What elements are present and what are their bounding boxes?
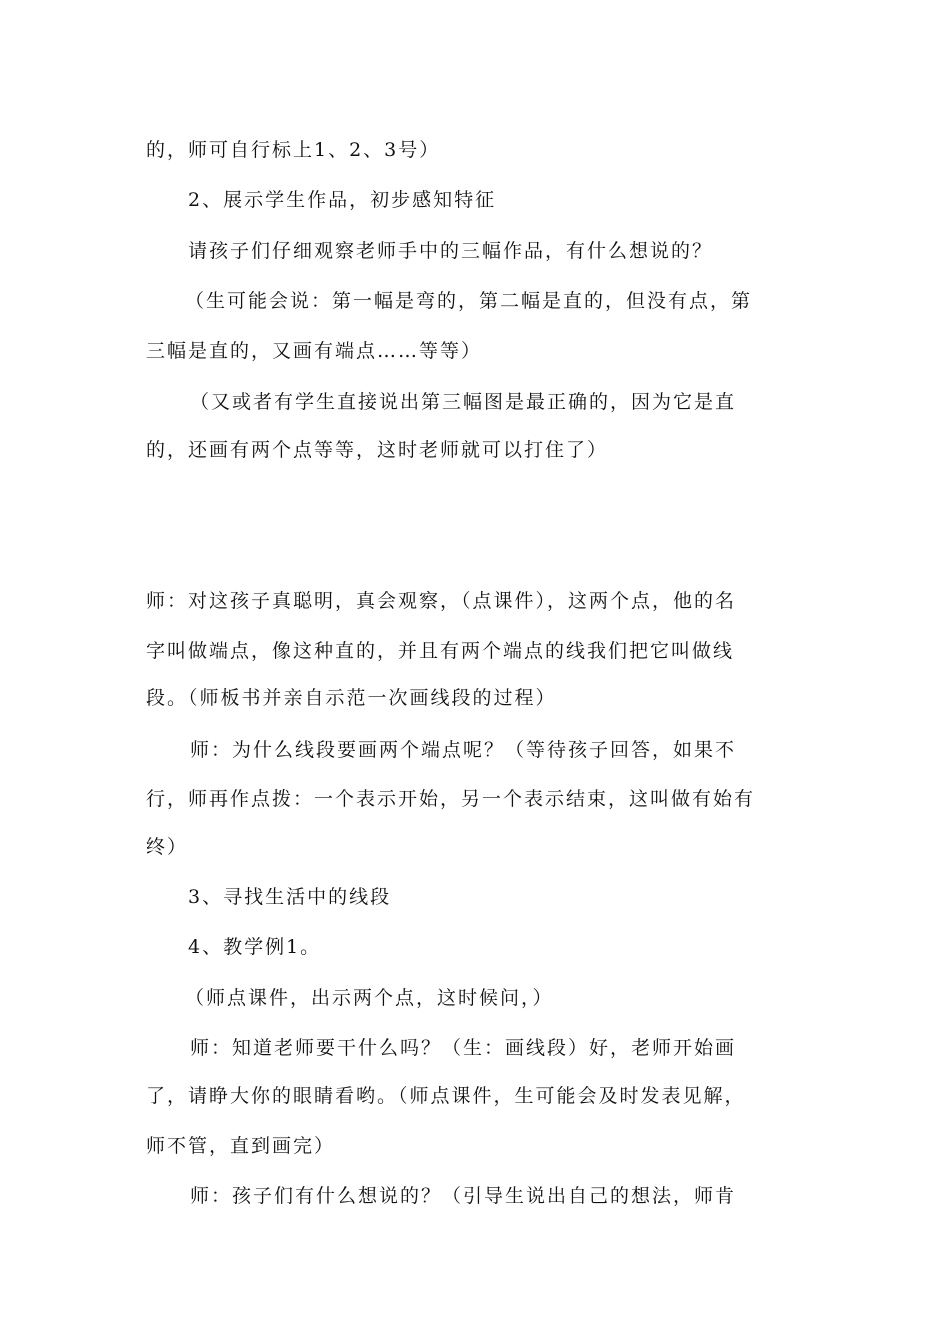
text-line: （师点课件，出示两个点，这时候问，）	[185, 987, 554, 1009]
text-line: （生可能会说：第一幅是弯的，第二幅是直的，但没有点，第	[185, 290, 753, 312]
text-line: 师不管，直到画完）	[146, 1135, 336, 1157]
text-line: 请孩子们仔细观察老师手中的三幅作品，有什么想说的？	[188, 240, 714, 262]
text-line: 师：为什么线段要画两个端点呢？（等待孩子回答，如果不	[190, 739, 737, 761]
text-line: 师：知道老师要干什么吗？（生：画线段）好，老师开始画	[190, 1037, 737, 1059]
text-line: 的，师可自行标上1、2、3号）	[146, 139, 441, 161]
text-line: 师：对这孩子真聪明，真会观察，（点课件），这两个点，他的名	[146, 590, 737, 612]
text-line: （又或者有学生直接说出第三幅图是最正确的，因为它是直	[190, 391, 737, 413]
text-line: 师：孩子们有什么想说的？（引导生说出自己的想法，师肯	[190, 1185, 737, 1207]
text-line: 的，还画有两个点等等，这时老师就可以打住了）	[146, 439, 609, 461]
text-line: 字叫做端点，像这种直的，并且有两个端点的线我们把它叫做线	[146, 640, 735, 662]
section-heading: 3、寻找生活中的线段	[188, 886, 392, 908]
text-line: 段。（师板书并亲自示范一次画线段的过程）	[146, 687, 557, 709]
section-heading: 4、教学例1。	[188, 936, 322, 958]
text-line: 行，师再作点拨：一个表示开始，另一个表示结束，这叫做有始有	[146, 788, 756, 810]
text-line: 终）	[146, 836, 189, 858]
text-line: 了，请睁大你的眼睛看哟。（师点课件，生可能会及时发表见解，	[146, 1085, 746, 1107]
text-line: 三幅是直的，又画有端点……等等）	[146, 340, 483, 362]
section-heading: 2、展示学生作品，初步感知特征	[188, 189, 497, 211]
